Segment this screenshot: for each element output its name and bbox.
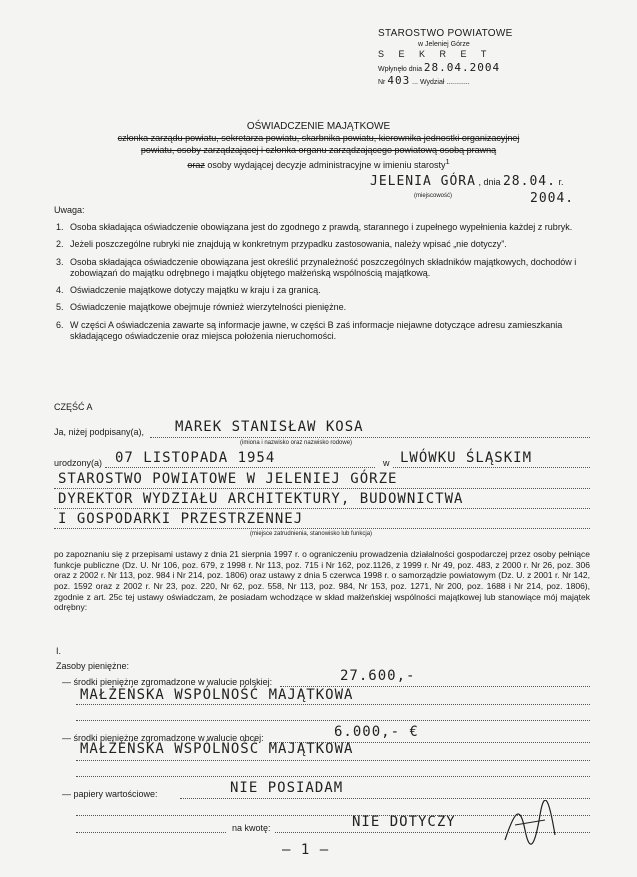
pln-extra-line xyxy=(76,720,590,721)
stamp-dept: S E K R E T xyxy=(378,49,493,60)
name-caption: (imiona i nazwisko oraz nazwisko rodowe) xyxy=(240,440,353,446)
name-field-line xyxy=(150,437,590,438)
title-line-3 xyxy=(0,157,637,171)
signer-label: Ja, niżej podpisany(a), xyxy=(54,427,145,437)
fx-label: — środki pieniężne zgromadzone w walucie obcej: xyxy=(62,733,264,743)
born-label: urodzony(a) xyxy=(54,458,103,468)
fx-value-handwritten: 6.000,- € xyxy=(334,724,419,740)
born-in-label: w xyxy=(383,458,390,468)
place-handwritten: JELENIA GÓRA xyxy=(370,174,476,189)
date-label: , dnia xyxy=(478,177,501,187)
section-heading: Zasoby pieniężne: xyxy=(56,661,130,671)
stamp-number-label: Nr xyxy=(378,79,386,87)
title-struck-line-1: członka zarządu powiatu, sekretarza powiatu, skarbnika powiatu, kierownika jednostki organizacyjnej xyxy=(117,133,520,143)
born-date-handwritten: 07 LISTOPADA 1954 xyxy=(115,450,276,466)
securities-line xyxy=(180,798,590,799)
stamp-received-label: Wpłynęło dnia xyxy=(378,65,422,73)
stamp-org: STAROSTWO POWIATOWE xyxy=(378,28,513,39)
fx-extra-line xyxy=(76,776,590,777)
note-item: 3. Osoba składająca oświadczenie obowiązana jest określić przynależność poszczególnych składników majątkowych, dochodów i zobowiązań do majątku odrębnego i majątku objętego małżeńską wspólnością majątkową. xyxy=(66,257,601,280)
note-item: 4. Oświadczenie majątkowe dotyczy majątku w kraju i za granicą. xyxy=(66,285,601,296)
pln-value-handwritten: 27.600,- xyxy=(340,668,416,684)
name-handwritten: MAREK STANISŁAW KOSA xyxy=(175,419,364,435)
document-title: OŚWIADCZENIE MAJĄTKOWE xyxy=(246,121,391,132)
note-item: 1. Osoba składająca oświadczenie obowiązana jest do zgodnego z prawdą, starannego i zupełnego wypełnienia każdej z rubryk. xyxy=(66,222,601,233)
year-suffix: r. xyxy=(558,177,564,187)
stamp-number: 403 xyxy=(387,74,411,88)
signature-scribble xyxy=(500,800,560,850)
note-item: 5. Oświadczenie majątkowe obejmuje również wierzytelności pieniężne. xyxy=(66,302,601,313)
part-a-heading: CZĘŚĆ A xyxy=(54,402,93,412)
fx-note-line xyxy=(76,760,590,761)
pln-note-handwritten: MAŁŻEŃSKA WSPÓLNOŚĆ MAJĄTKOWA xyxy=(80,687,354,703)
place-date-line xyxy=(370,174,590,190)
notes-list xyxy=(54,222,601,348)
securities-handwritten: NIE POSIADAM xyxy=(230,780,344,796)
section-number: I. xyxy=(56,646,62,656)
footnote-mark: 1 xyxy=(445,157,450,166)
note-item: 6. W części A oświadczenia zawarte są informacje jawne, w części B zaś informacje niejawne dotyczące adresu zamieszkania składającego oświadczenie oraz miejsca położenia nieruchomości. xyxy=(66,320,601,343)
pln-label: — środki pieniężne zgromadzone w walucie polskiej: xyxy=(62,677,273,687)
employer-handwritten: STAROSTWO POWIATOWE W JELENIEJ GÓRZE xyxy=(58,471,398,487)
note-item: 2. Jeżeli poszczególne rubryki nie znajdują w konkretnym przypadku zastosowania, należy wpisać „nie dotyczy”. xyxy=(66,239,601,250)
securities-label: — papiery wartościowe: xyxy=(62,789,158,799)
employ-caption: (miejsce zatrudnienia, stanowisko lub funkcja) xyxy=(250,531,373,537)
title-decision-makers: osoby wydającej decyzje administracyjne w imieniu starosty xyxy=(204,160,446,170)
place-caption: (miejscowość) xyxy=(414,193,453,199)
year-handwritten: 2004. xyxy=(530,191,575,206)
title-struck-oraz: oraz xyxy=(187,160,205,170)
stamp-dept-label: Wydział xyxy=(419,79,445,87)
fx-note-handwritten: MAŁŻEŃSKA WSPÓLNOŚĆ MAJĄTKOWA xyxy=(80,741,354,757)
born-place-handwritten: LWÓWKU ŚLĄSKIM xyxy=(400,450,533,466)
page-number: – 1 – xyxy=(282,842,330,858)
position-handwritten: DYREKTOR WYDZIAŁU ARCHITEKTURY, BUDOWNICTWA xyxy=(58,491,464,507)
stamp-city: w Jeleniej Górze xyxy=(418,40,470,48)
amount-label: na kwotę: xyxy=(232,823,271,833)
amount-handwritten: NIE DOTYCZY xyxy=(352,814,456,830)
amount-lead-line xyxy=(76,832,226,833)
office-stamp: STAROSTWO POWIATOWE w Jeleniej Górze S E K R E T Wpłynęło dnia 28.04.2004 Nr 403 ... Wydział ............ xyxy=(378,28,528,88)
position-handwritten-cont: I GOSPODARKI PRZESTRZENNEJ xyxy=(58,511,304,527)
date-handwritten: 28.04. xyxy=(502,174,556,189)
title-struck-line-2: powiatu, osoby zarządzającej i członka organu zarządzającego powiatową osobą prawną xyxy=(140,145,497,155)
stamp-received-date: 28.04.2004 xyxy=(423,60,501,74)
notes-heading: Uwaga: xyxy=(54,205,85,215)
legal-basis-paragraph: po zapoznaniu się z przepisami ustawy z dnia 21 sierpnia 1997 r. o ograniczeniu prowadzenia działalności gospodarczej przez osoby pełniące funkcje publiczne (Dz. U. Nr 106, poz. 679, z 1998 r. Nr 113, poz. 715 i Nr 162, poz.1126, z 1999 r. Nr 49, poz. 483, z 2000 r. Nr 26, poz. 306 oraz z 2002 r. Nr 113, poz. 984 i Nr 214, poz. 1806) oraz ustawy z dnia 5 czerwca 1998 r. o samorządzie powiatowym (Dz. U. z 2001 r. Nr 142, poz. 1592 oraz z 2002 r. Nr 23, poz. 220, Nr 62, poz. 558, Nr 113, poz. 984, Nr 153, poz. 1271, Nr 200, poz. 1688 i Nr 214, poz. 1806), zgodnie z art. 25c tej ustawy oświadczam, że posiadam wchodzące w skład małżeńskiej wspólności majątkowej lub stanowiące mój majątek odrębny: xyxy=(54,549,590,613)
